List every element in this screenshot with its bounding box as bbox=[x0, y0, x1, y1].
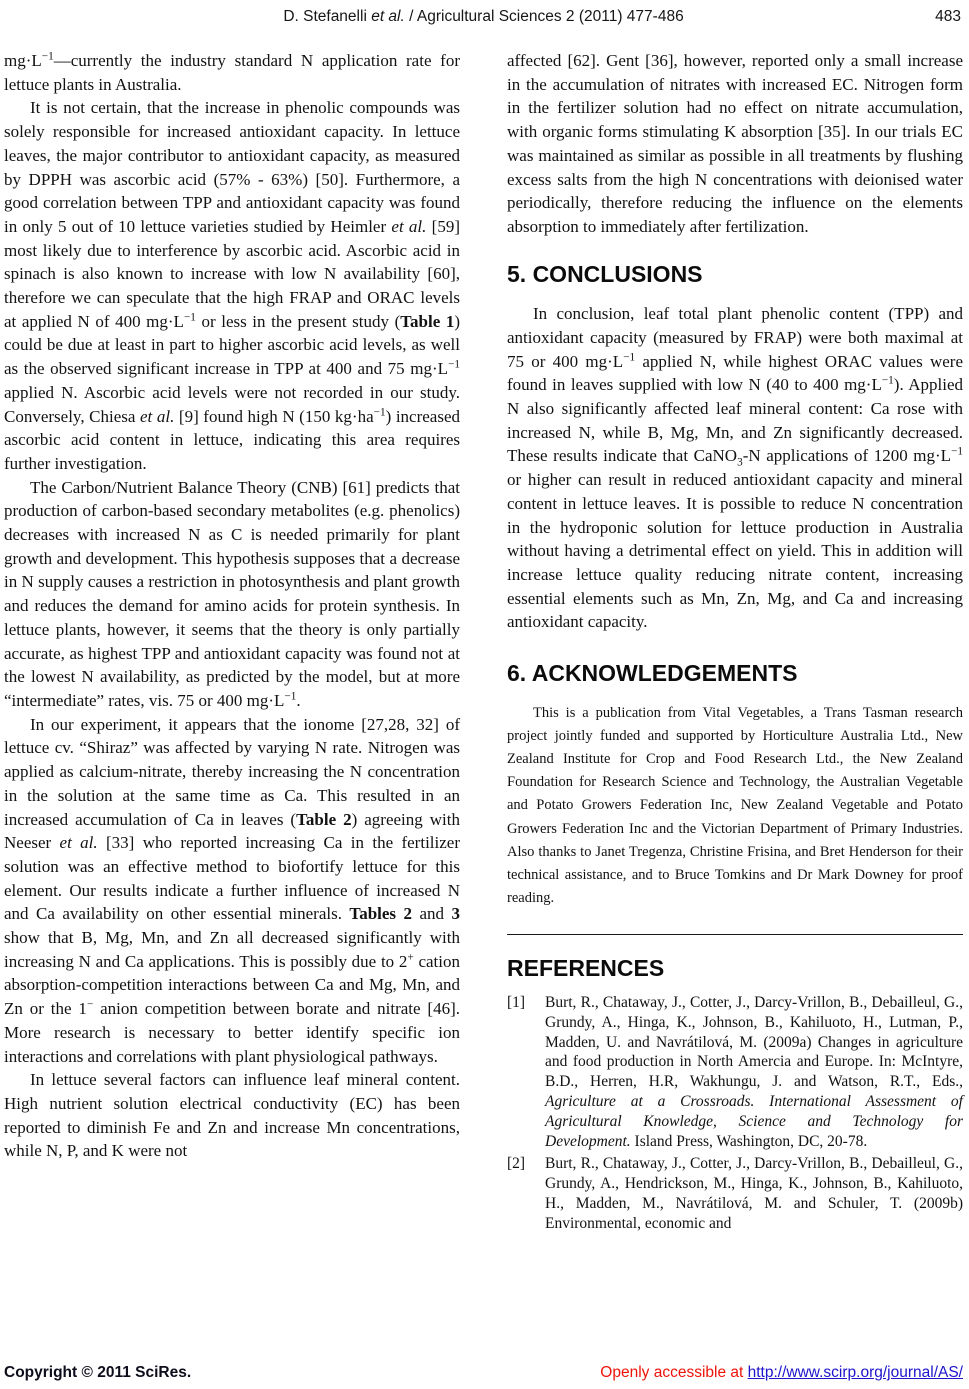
reference-item bbox=[507, 993, 963, 1151]
body-paragraph: In conclusion, leaf total plant phenolic content (TPP) and antioxidant capacity (measured by FRAP) were both maximal at 75 or 400 $mg\cdot L^{-1}$ applied N, while highest ORAC values were found in leaves supplied with low N (40 to 400 $mg\cdot L^{-1}$). Applied N also significantly affected leaf mineral content: Ca rose with increased N, while B, Mg, Mn, and Zn significantly decreased. These results indicate that CaNO$_3$-N applications of 1200 $mg\cdot L^{-1}$ or higher can result in reduced antioxidant capacity and mineral content in lettuce leaves. It is possible to reduce N concentration in the hydroponic solution for lettuce production in Australia without having a detrimental effect on yield. This in addition will increase lettuce quality reducing nitrate content, increasing essential elements such as Mn, Zn, Mg, and Ca and increasing antioxidant capacity. bbox=[507, 304, 963, 632]
references-divider-rule bbox=[507, 934, 963, 935]
reference-text: Burt, R., Chataway, J., Cotter, J., Darcy-Vrillon, B., Debailleul, G., Grundy, A., Hendrickson, M., Hinga, K., Johnson, B., Kahiluoto, H., Madden, M., Navrátilová, M. and Schuler, T. (2009b) Environmental, economic and bbox=[545, 1155, 963, 1232]
reference-text: Burt, R., Chataway, J., Cotter, J., Darcy-Vrillon, B., Debailleul, G., Grundy, A., Hinga, K., Johnson, B., Kahiluoto, H., Lutman, P., Madden, U. and Navrátilová, M. (2009a) Changes in agriculture and food production in North Amercia and Europe. In: McIntyre, B.D., Herren, H.R, Wakhungu, J. and Watson, R.T., Eds., Agriculture at a Crossroads. International Assessment of Agricultural Knowledge, Science and Technology for Development. Island Press, Washington, DC, 20-78. bbox=[545, 994, 963, 1150]
section-heading-references: REFERENCES bbox=[507, 955, 665, 982]
access-note-text: Openly accessible at bbox=[600, 1364, 748, 1381]
reference-number: [2] bbox=[507, 1155, 526, 1173]
reference-item bbox=[507, 1154, 963, 1233]
section-heading-acknowledgements: 6. ACKNOWLEDGEMENTS bbox=[507, 660, 798, 687]
running-header-title: D. Stefanelli et al. / Agricultural Sciences 2 (2011) 477-486 bbox=[283, 8, 684, 25]
body-paragraph: In lettuce several factors can influence leaf mineral content. High nutrient solution electrical conductivity (EC) has been reported to diminish Fe and Zn and increase Mn concentrations, while N, P, and K were not bbox=[4, 1070, 460, 1161]
page-footer bbox=[4, 1364, 963, 1382]
journal-link[interactable]: http://www.scirp.org/journal/AS/ bbox=[747, 1364, 963, 1381]
copyright-notice: Copyright © 2011 SciRes. bbox=[4, 1364, 192, 1381]
access-statement bbox=[600, 1364, 963, 1382]
body-paragraph: affected [62]. Gent [36], however, reported only a small increase in the accumulation of nitrates with increased EC. Nitrogen form in the fertilizer solution had no effect on nitrate accumulation, with organic forms stimulating K absorption [35]. In our trials EC was maintained as similar as possible in all treatments by flushing excess salts from the high N concentrations with deionised water periodically, therefore reducing the influence on the elements absorption to immediately after fertilization. bbox=[507, 51, 963, 236]
body-paragraph: $mg\cdot L^{-1}—currently$ the industry standard N application rate for lettuce plants in Australia. bbox=[4, 50, 460, 94]
body-paragraph: In our experiment, it appears that the ionome [27,28, 32] of lettuce cv. “Shiraz” was affected by varying N rate. Nitrogen was applied as calcium-nitrate, thereby increasing the N concentration in the solution at the same time as Ca. This resulted in an increased accumulation of Ca in leaves (Table 2) agreeing with Neeser et al. [33] who reported increasing Ca in the fertilizer solution was an effective method to biofortify lettuce for this element. Our results indicate a further influence of increased N and Ca availability on other essential minerals. Tables 2 and 3 show that B, Mg, Mn, and Zn all decreased significantly with increasing N and Ca applications. This is possibly due to 2+ cation absorption-competition interactions between Ca and Mg, Mn, and Zn or the 1− anion competition between borate and nitrate [46]. More research is necessary to better identify specific ion interactions and correlations with plant physiological pathways. bbox=[4, 714, 460, 1066]
section-heading-conclusions: 5. CONCLUSIONS bbox=[507, 260, 703, 287]
body-paragraph: It is not certain, that the increase in phenolic compounds was solely responsible for increased antioxidant capacity. In lettuce leaves, the major contributor to antioxidant capacity, as measured by DPPH was ascorbic acid (57% - 63%) [50]. Furthermore, a good correlation between TPP and antioxidant capacity was found in only 5 out of 10 lettuce varieties studied by Heimler et al. [59] most likely due to interference by ascorbic acid. Ascorbic acid in spinach is also known to increase with low N availability [60], therefore we can speculate that the high FRAP and ORAC levels at applied N of 400 $mg\cdot L^{-1}$ or less in the present study (Table 1) could be due at least in part to higher ascorbic acid levels, as well as the observed significant increase in TPP at 400 and 75 $mg\cdot L^{-1}$ applied N. Ascorbic acid levels were not recorded in our study. Conversely, Chiesa et al. [9] found high N (150 $kg\cdot ha^{-1}$) increased ascorbic acid content in lettuce, indicating this area requires further investigation. bbox=[4, 98, 461, 473]
right-column bbox=[507, 49, 963, 1237]
left-column bbox=[4, 49, 460, 1237]
running-header bbox=[4, 8, 963, 30]
acknowledgements-text: This is a publication from Vital Vegetables, a Trans Tasman research project jointly funded and supported by Horticulture Australia Ltd., New Zealand Institute for Crop and Food Research Ltd., the New Zealand Foundation for Research Science and Technology, the Australian Vegetable and Potato Growers Federation Inc, New Zealand Vegetable and Potato Growers Federation Inc and the Victorian Department of Primary Industries. Also thanks to Janet Tregenza, Christine Frisina, and Bret Henderson for their technical assistance, and to Bruce Tomkins and Dr Mark Downey for proof reading. bbox=[507, 704, 963, 907]
two-column-body bbox=[4, 49, 963, 1237]
body-paragraph: The Carbon/Nutrient Balance Theory (CNB) [61] predicts that production of carbon-based secondary metabolites (e.g. phenolics) decreases with increased N as C is needed primarily for plant growth and development. This hypothesis supposes that a decrease in N supply causes a restriction in photosynthesis and plant growth and reduces the demand for amino acids for protein synthesis. In lettuce plants, however, it seems that the theory is only partially accurate, as highest TPP and antioxidant capacity was found not at the lowest N availability, as predicted by the model, but at more “intermediate” rates, vis. 75 or 400 $mg\cdot L^{-1}$. bbox=[4, 477, 460, 710]
page-number: 483 bbox=[935, 8, 961, 25]
reference-number: [1] bbox=[507, 994, 526, 1012]
